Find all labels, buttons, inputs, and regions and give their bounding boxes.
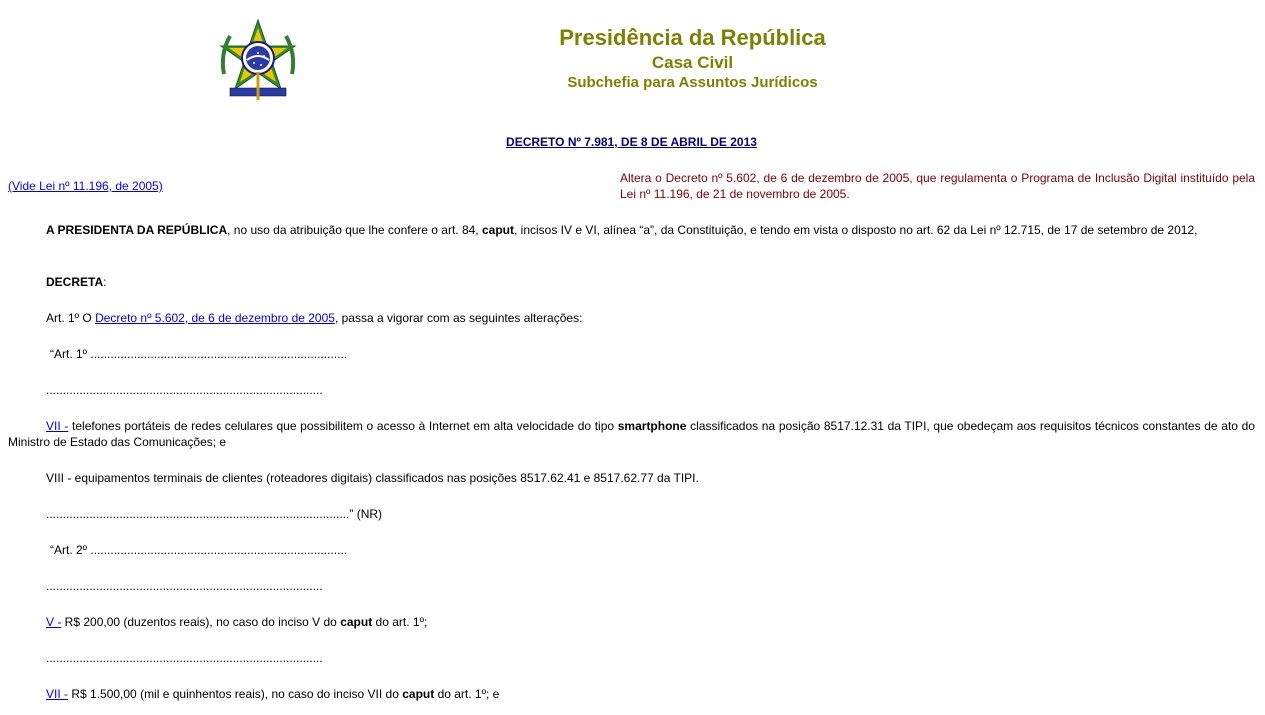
- decree-title-wrap: [8, 134, 1255, 150]
- art1-prefix: Art. 1º O: [46, 311, 96, 325]
- inciso-vii-link[interactable]: VII -: [46, 419, 69, 433]
- incvii-text2: do art. 1º; e: [434, 687, 500, 701]
- dots-nr: ...........................................................................................” (NR): [46, 507, 383, 521]
- ementa: Altera o Decreto nº 5.602, de 6 de dezembro de 2005, que regulamenta o Programa de Inclusão Digital instituído pela Lei nº 11.196, de 21 de novembro de 2005.: [620, 171, 1255, 201]
- art1: [46, 310, 582, 326]
- inc7-bold: smartphone: [617, 419, 687, 433]
- inciso-vii-art2: [46, 686, 499, 702]
- incvii-bold: caput: [402, 687, 435, 701]
- inciso-viii: VIII - equipamentos terminais de clientes (roteadores digitais) classificados nas posições 8517.62.41 e 8517.62.77 da TIPI.: [46, 471, 699, 485]
- incv-text1: R$ 200,00 (duzentos reais), no caso do inciso V do: [61, 615, 341, 629]
- preamble-text1: , no uso da atribuição que lhe confere o art. 84,: [227, 223, 482, 237]
- incv-text2: do art. 1º;: [372, 615, 428, 629]
- dots-line-2: ...................................................................................: [46, 579, 323, 593]
- quote-art2: “Art. 2º .............................................................................: [50, 543, 348, 557]
- dept-title: Casa Civil: [651, 53, 734, 72]
- inciso-vii-art2-link[interactable]: VII -: [46, 687, 69, 701]
- inciso-v: [46, 614, 427, 630]
- org-title: Presidência da República: [559, 25, 826, 50]
- incv-bold: caput: [340, 615, 373, 629]
- dots-line-3: ...................................................................................: [46, 651, 323, 665]
- inc7-text1: telefones portáteis de redes celulares que possibilitem o acesso à Internet em alta velocidade do tipo: [68, 419, 618, 433]
- decreta: DECRETA: [46, 275, 104, 289]
- sub-title: Subchefia para Assuntos Jurídicos: [567, 74, 818, 91]
- preamble-bold: A PRESIDENTA DA REPÚBLICA: [46, 223, 228, 237]
- art1-suffix: , passa a vigorar com as seguintes alterações:: [334, 311, 583, 325]
- vide-link[interactable]: (Vide Lei nº 11.196, de 2005): [8, 179, 163, 193]
- inc7-text2: classificados na posição 8517.12.31 da TIPI, que obedeçam aos requisitos técnicos constantes de ato do Ministro de Estado das Comunicações; e: [8, 419, 1255, 449]
- decreta-colon: :: [103, 275, 107, 289]
- preamble: [8, 222, 1255, 238]
- quote-art1: “Art. 1º .............................................................................: [50, 347, 348, 361]
- dots-line-1: ...................................................................................: [46, 383, 323, 397]
- incvii-text1: R$ 1.500,00 (mil e quinhentos reais), no caso do inciso VII do: [68, 687, 403, 701]
- vide-wrap: [8, 178, 163, 194]
- preamble-text2: , incisos IV e VI, alínea “a”, da Constituição, e tendo em vista o disposto no art. 62 da Lei nº 12.715, de 17 de setembro de 2012,: [513, 223, 1198, 237]
- decreta-line: [46, 274, 106, 290]
- decree-title[interactable]: DECRETO Nº 7.981, DE 8 DE ABRIL DE 2013: [506, 135, 757, 149]
- inciso-vii-art1: [8, 418, 1255, 450]
- preamble-caput: caput: [481, 223, 514, 237]
- inciso-v-link[interactable]: V -: [46, 615, 62, 629]
- brazil-coat-of-arms-icon: [214, 14, 302, 102]
- decreto-5602-link[interactable]: Decreto nº 5.602, de 6 de dezembro de 2005: [95, 311, 335, 325]
